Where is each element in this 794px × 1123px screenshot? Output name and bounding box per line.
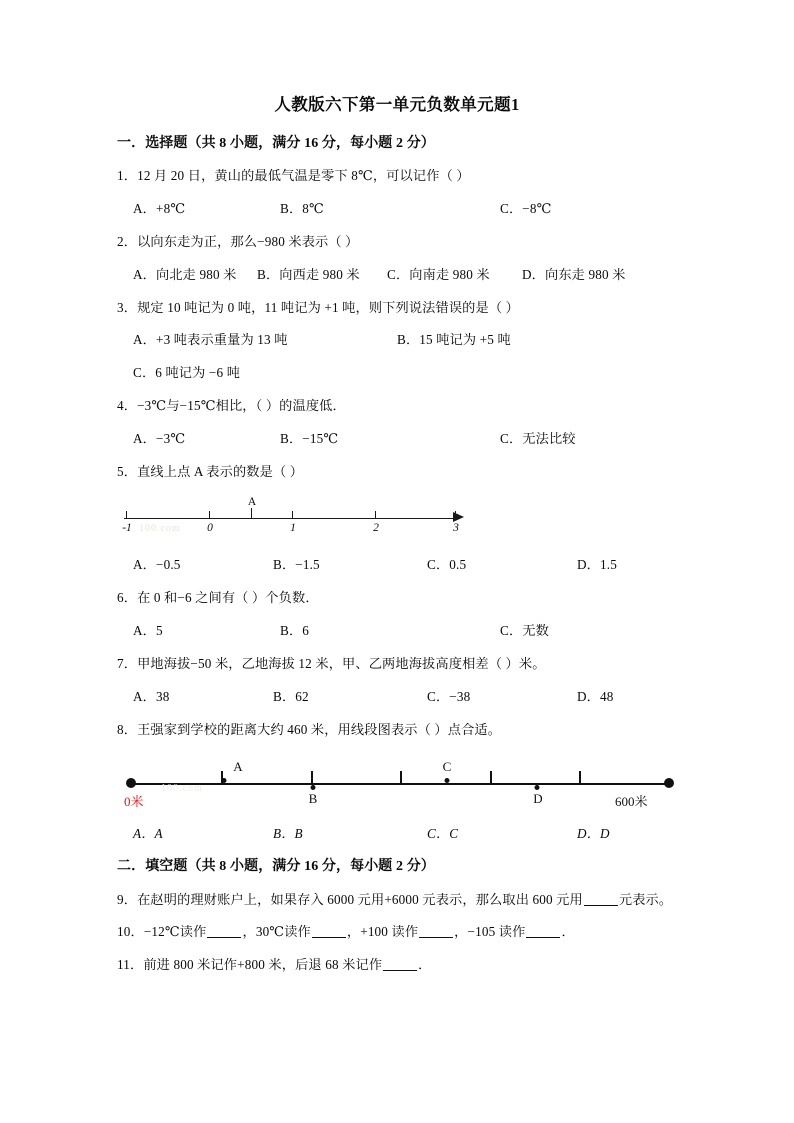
number-line-tick-label: -1 <box>122 522 132 535</box>
number-line-tick-label: 1 <box>290 522 296 535</box>
question-4-option-b[interactable]: B．−15℃ <box>280 431 339 447</box>
question-11-text-part2: ． <box>418 957 432 973</box>
question-1-option-b[interactable]: B．8℃ <box>280 200 324 216</box>
number-line-end-label: 600米 <box>615 794 648 810</box>
number-line-tick <box>455 511 456 519</box>
number-line-tick-label: 0 <box>207 522 213 535</box>
question-8-option-c[interactable]: C．C <box>427 826 459 842</box>
number-line-point-c-label: C <box>442 759 452 775</box>
question-10-text-part2: ，30℃读作 <box>242 924 311 940</box>
question-1-option-a[interactable]: A．+8℃ <box>133 200 186 216</box>
question-5-option-c[interactable]: C．0.5 <box>427 557 467 573</box>
question-7-option-c[interactable]: C．−38 <box>427 688 471 704</box>
question-7-options <box>117 688 677 706</box>
question-3-option-b[interactable]: B．15 吨记为 +5 吨 <box>397 332 511 348</box>
number-line-point-a-label: A <box>233 759 243 775</box>
number-line-end-endpoint <box>664 778 674 788</box>
number-line-point-c-dot <box>445 778 450 783</box>
question-4-stem: 4．−3℃与−15℃相比，（ ）的温度低． <box>117 398 346 414</box>
question-10-text-part5: ． <box>561 924 575 940</box>
number-line-tick <box>579 771 581 784</box>
question-10-blank-2[interactable] <box>312 924 346 938</box>
question-2-option-a[interactable]: A．向北走 980 米 <box>133 266 237 282</box>
section-heading-choice: 一．选择题（共 8 小题，满分 16 分，每小题 2 分） <box>117 135 435 151</box>
number-line-tick <box>375 511 376 519</box>
question-6-stem: 6．在 0 和−6 之间有（ ）个负数． <box>117 590 319 606</box>
question-1-options <box>117 200 677 218</box>
question-1-option-c[interactable]: C．−8℃ <box>500 200 552 216</box>
question-8-option-d[interactable]: D．D <box>577 826 610 842</box>
question-9-stem <box>117 891 677 909</box>
question-3-option-a[interactable]: A．+3 吨表示重量为 13 吨 <box>133 332 288 348</box>
number-line-point-a-dot <box>222 778 227 783</box>
question-7-stem: 7．甲地海拔−50 米，乙地海拔 12 米，甲、乙两地海拔高度相差（ ）米。 <box>117 655 546 671</box>
question-4-option-c[interactable]: C．无法比较 <box>500 431 576 447</box>
question-10-text-part4: ，−105 读作 <box>454 924 526 940</box>
question-5-option-d[interactable]: D．1.5 <box>577 557 617 573</box>
question-9-text-part2: 元表示。 <box>618 891 673 907</box>
question-2-stem: 2．以向东走为正，那么−980 米表示（ ） <box>117 233 359 249</box>
question-8-option-a[interactable]: A．A <box>133 826 163 842</box>
question-11-text-part1: 11．前进 800 米记作+800 米，后退 68 米记作 <box>117 957 383 973</box>
question-1-stem: 1．12 月 20 日，黄山的最低气温是零下 8℃，可以记作（ ） <box>117 167 470 183</box>
number-line-axis <box>124 518 454 519</box>
number-line-point-a-label: A <box>247 496 257 509</box>
question-6-options <box>117 622 677 640</box>
question-3-stem: 3．规定 10 吨记为 0 吨，11 吨记为 +1 吨，则下列说法错误的是（ ） <box>117 299 519 315</box>
number-line-tick <box>400 771 402 784</box>
question-6-option-c[interactable]: C．无数 <box>500 622 549 638</box>
number-line-point-b-label: B <box>308 791 318 807</box>
question-8-options <box>117 825 677 843</box>
number-line-tick <box>311 771 313 784</box>
question-9-blank-1[interactable] <box>584 892 618 906</box>
question-7-option-a[interactable]: A．38 <box>133 688 170 704</box>
question-8-option-b[interactable]: B．B <box>273 826 303 842</box>
question-5-option-b[interactable]: B．−1.5 <box>273 557 320 573</box>
number-line-tick <box>126 511 127 519</box>
question-3-options-row2 <box>117 364 677 382</box>
number-line-figure-q8 <box>117 753 677 815</box>
number-line-start-endpoint <box>126 778 136 788</box>
question-10-blank-1[interactable] <box>207 924 241 938</box>
number-line-tick-label: 3 <box>453 522 459 535</box>
question-10-blank-3[interactable] <box>419 924 453 938</box>
question-7-option-b[interactable]: B．62 <box>273 688 309 704</box>
question-10-text-part3: ，+100 读作 <box>346 924 419 940</box>
question-10-text-part1: 10．−12℃读作 <box>117 924 207 940</box>
number-line-tick <box>209 511 210 519</box>
question-4-options <box>117 430 677 448</box>
question-10-stem <box>117 923 677 941</box>
section-heading-fill-blank: 二．填空题（共 8 小题，满分 16 分，每小题 2 分） <box>117 859 435 875</box>
question-10-blank-4[interactable] <box>526 924 560 938</box>
number-line-start-label: 0米 <box>124 794 144 810</box>
watermark-text: 100.com <box>161 783 203 795</box>
question-6-option-b[interactable]: B．6 <box>280 622 310 638</box>
question-2-option-b[interactable]: B．向西走 980 米 <box>257 266 360 282</box>
question-11-blank-1[interactable] <box>383 957 417 971</box>
number-line-point-b-dot <box>311 785 316 790</box>
question-5-option-a[interactable]: A．−0.5 <box>133 557 181 573</box>
number-line-point-d-dot <box>535 785 540 790</box>
question-11-stem <box>117 956 677 974</box>
page-title: 人教版六下第一单元负数单元题1 <box>274 95 520 114</box>
question-2-option-c[interactable]: C．向南走 980 米 <box>387 266 490 282</box>
page-content <box>117 95 677 989</box>
question-7-option-d[interactable]: D．48 <box>577 688 614 704</box>
question-3-option-c[interactable]: C．6 吨记为 −6 吨 <box>133 365 241 381</box>
question-2-option-d[interactable]: D．向东走 980 米 <box>522 266 626 282</box>
question-8-stem: 8．王强家到学校的距离大约 460 米，用线段图表示（ ）点合适。 <box>117 721 502 737</box>
question-4-option-a[interactable]: A．−3℃ <box>133 431 186 447</box>
watermark-text: 100.com <box>139 523 181 535</box>
number-line-point-d-label: D <box>533 791 543 807</box>
question-5-options <box>117 556 677 574</box>
question-9-text-part1: 9．在赵明的理财账户上，如果存入 6000 元用+6000 元表示，那么取出 600 元用 <box>117 891 583 907</box>
question-5-stem: 5．直线上点 A 表示的数是（ ） <box>117 464 304 480</box>
number-line-tick <box>292 511 293 519</box>
number-line-tick-label: 2 <box>373 522 379 535</box>
question-2-options <box>117 266 677 284</box>
question-3-options-row1 <box>117 331 677 349</box>
question-6-option-a[interactable]: A．5 <box>133 622 163 638</box>
number-line-figure-q5 <box>117 496 677 544</box>
number-line-point-a-marker <box>251 508 252 519</box>
number-line-tick <box>490 771 492 784</box>
